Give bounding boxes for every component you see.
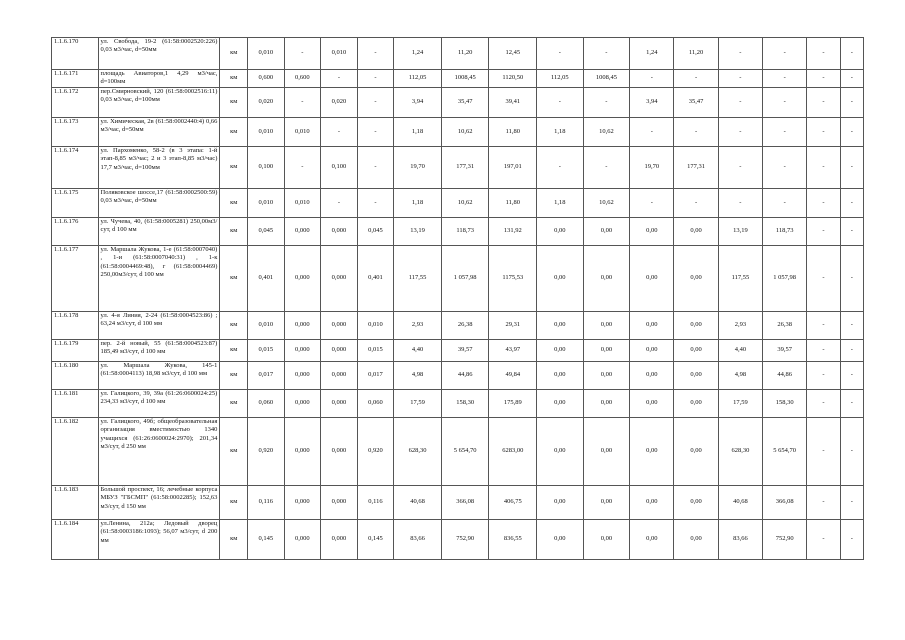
value-cell: -: [840, 390, 863, 418]
value-cell: 1 057,98: [763, 246, 807, 312]
value-cell: 1,18: [394, 189, 442, 218]
table-row: [52, 70, 864, 88]
row-unit-cell: км: [220, 390, 248, 418]
value-cell: 112,05: [537, 70, 584, 88]
value-cell: 158,30: [763, 390, 807, 418]
value-cell: 628,30: [718, 418, 762, 486]
value-cell: 0,920: [357, 418, 394, 486]
value-cell: 1 057,98: [441, 246, 489, 312]
value-cell: 0,100: [321, 147, 358, 189]
value-cell: 0,145: [357, 520, 394, 560]
value-cell: -: [718, 70, 762, 88]
value-cell: -: [357, 189, 394, 218]
value-cell: 39,57: [763, 340, 807, 362]
row-description-cell: ул. Маршала Жукова, 145-1 (61:58:0004113) 18,98 м3/сут, d 100 мм: [98, 362, 220, 390]
value-cell: -: [321, 118, 358, 147]
value-cell: 0,00: [630, 218, 674, 246]
value-cell: 10,62: [583, 189, 630, 218]
row-description-cell: ул. Галицкого, 49б; общеобразовательная организация вместимостью 1340 учащихся (61:26:0600024:2970); 201,34 м3/сут, d 250 мм: [98, 418, 220, 486]
value-cell: -: [763, 118, 807, 147]
value-cell: 0,920: [248, 418, 285, 486]
value-cell: -: [718, 189, 762, 218]
value-cell: 0,010: [284, 189, 321, 218]
value-cell: 0,000: [284, 418, 321, 486]
value-cell: 1,18: [537, 118, 584, 147]
value-cell: -: [674, 118, 718, 147]
row-description-cell: ул. 4-я Линия, 2-24 (61:58:0004523:86) ; 63,24 м3/сут, d 100 мм: [98, 312, 220, 340]
value-cell: 40,68: [718, 486, 762, 520]
value-cell: 0,000: [321, 362, 358, 390]
value-cell: 0,000: [321, 520, 358, 560]
value-cell: 0,00: [630, 362, 674, 390]
value-cell: 0,00: [674, 390, 718, 418]
value-cell: 0,00: [674, 218, 718, 246]
value-cell: 0,00: [630, 418, 674, 486]
row-code-cell: 1.1.6.176: [52, 218, 99, 246]
value-cell: 0,060: [357, 390, 394, 418]
value-cell: -: [630, 118, 674, 147]
value-cell: 158,30: [441, 390, 489, 418]
value-cell: -: [840, 38, 863, 70]
value-cell: 0,116: [248, 486, 285, 520]
value-cell: 175,89: [489, 390, 537, 418]
value-cell: 1175,53: [489, 246, 537, 312]
table-row: [52, 246, 864, 312]
row-unit-cell: км: [220, 362, 248, 390]
value-cell: 0,000: [321, 486, 358, 520]
row-code-cell: 1.1.6.180: [52, 362, 99, 390]
value-cell: -: [537, 38, 584, 70]
row-code-cell: 1.1.6.181: [52, 390, 99, 418]
row-code-cell: 1.1.6.175: [52, 189, 99, 218]
value-cell: 0,00: [537, 340, 584, 362]
row-code-cell: 1.1.6.170: [52, 38, 99, 70]
value-cell: 0,00: [583, 520, 630, 560]
value-cell: 26,38: [441, 312, 489, 340]
row-code-cell: 1.1.6.172: [52, 88, 99, 118]
value-cell: 3,94: [394, 88, 442, 118]
value-cell: 0,600: [248, 70, 285, 88]
value-cell: 4,40: [394, 340, 442, 362]
row-code-cell: 1.1.6.184: [52, 520, 99, 560]
value-cell: 0,000: [284, 486, 321, 520]
value-cell: 0,00: [630, 246, 674, 312]
value-cell: 0,00: [537, 520, 584, 560]
value-cell: 0,00: [537, 246, 584, 312]
value-cell: 0,00: [630, 520, 674, 560]
value-cell: 0,00: [583, 218, 630, 246]
table-row: [52, 486, 864, 520]
value-cell: -: [674, 189, 718, 218]
value-cell: 1,24: [394, 38, 442, 70]
row-code-cell: 1.1.6.183: [52, 486, 99, 520]
value-cell: 0,00: [630, 340, 674, 362]
value-cell: -: [807, 189, 840, 218]
value-cell: 628,30: [394, 418, 442, 486]
value-cell: 1,24: [630, 38, 674, 70]
row-unit-cell: км: [220, 418, 248, 486]
value-cell: 1008,45: [441, 70, 489, 88]
value-cell: -: [840, 147, 863, 189]
value-cell: 35,47: [674, 88, 718, 118]
row-code-cell: 1.1.6.177: [52, 246, 99, 312]
value-cell: 366,08: [441, 486, 489, 520]
table-row: [52, 189, 864, 218]
value-cell: 17,59: [394, 390, 442, 418]
value-cell: -: [284, 38, 321, 70]
value-cell: 118,73: [763, 218, 807, 246]
value-cell: 0,401: [357, 246, 394, 312]
value-cell: -: [284, 88, 321, 118]
row-unit-cell: км: [220, 486, 248, 520]
value-cell: -: [840, 218, 863, 246]
value-cell: 0,000: [284, 520, 321, 560]
value-cell: 406,75: [489, 486, 537, 520]
value-cell: -: [807, 38, 840, 70]
value-cell: -: [357, 118, 394, 147]
value-cell: 29,31: [489, 312, 537, 340]
value-cell: 5 654,70: [763, 418, 807, 486]
value-cell: 26,38: [763, 312, 807, 340]
row-unit-cell: км: [220, 88, 248, 118]
value-cell: 752,90: [441, 520, 489, 560]
value-cell: 0,010: [284, 118, 321, 147]
value-cell: 0,045: [357, 218, 394, 246]
value-cell: 117,55: [718, 246, 762, 312]
value-cell: 0,010: [248, 118, 285, 147]
value-cell: 118,73: [441, 218, 489, 246]
value-cell: 4,98: [394, 362, 442, 390]
value-cell: 3,94: [630, 88, 674, 118]
value-cell: 0,000: [284, 218, 321, 246]
value-cell: 366,08: [763, 486, 807, 520]
value-cell: 177,31: [441, 147, 489, 189]
value-cell: 6283,00: [489, 418, 537, 486]
value-cell: 131,92: [489, 218, 537, 246]
value-cell: 10,62: [441, 118, 489, 147]
value-cell: -: [630, 70, 674, 88]
table-row: [52, 340, 864, 362]
value-cell: 35,47: [441, 88, 489, 118]
value-cell: -: [583, 38, 630, 70]
value-cell: -: [357, 147, 394, 189]
value-cell: 13,19: [394, 218, 442, 246]
value-cell: 44,86: [441, 362, 489, 390]
value-cell: -: [630, 189, 674, 218]
value-cell: 83,66: [718, 520, 762, 560]
value-cell: 0,000: [284, 390, 321, 418]
value-cell: 0,017: [357, 362, 394, 390]
value-cell: -: [357, 70, 394, 88]
value-cell: 2,93: [718, 312, 762, 340]
value-cell: 1,18: [394, 118, 442, 147]
value-cell: 13,19: [718, 218, 762, 246]
value-cell: 0,000: [321, 390, 358, 418]
row-code-cell: 1.1.6.182: [52, 418, 99, 486]
row-code-cell: 1.1.6.171: [52, 70, 99, 88]
value-cell: 0,000: [321, 218, 358, 246]
value-cell: -: [840, 118, 863, 147]
row-description-cell: ул. Галицкого, 39, 39а (61:26:0600024:25) 234,33 м3/сут, d 100 мм: [98, 390, 220, 418]
value-cell: -: [807, 88, 840, 118]
value-cell: 11,20: [674, 38, 718, 70]
value-cell: 0,00: [674, 418, 718, 486]
row-unit-cell: км: [220, 189, 248, 218]
document-page: [51, 37, 864, 560]
value-cell: 19,70: [394, 147, 442, 189]
value-cell: 0,015: [248, 340, 285, 362]
value-cell: -: [718, 147, 762, 189]
value-cell: 0,600: [284, 70, 321, 88]
value-cell: 0,000: [284, 312, 321, 340]
value-cell: 2,93: [394, 312, 442, 340]
value-cell: 0,010: [248, 189, 285, 218]
value-cell: 1008,45: [583, 70, 630, 88]
value-cell: 1120,50: [489, 70, 537, 88]
row-description-cell: пер.Смирновский, 120 (61:58:0002516:11) 0,03 м3/час, d=100мм: [98, 88, 220, 118]
value-cell: 0,010: [248, 38, 285, 70]
value-cell: 0,000: [284, 340, 321, 362]
value-cell: 117,55: [394, 246, 442, 312]
value-cell: 0,00: [583, 390, 630, 418]
value-cell: 0,00: [537, 390, 584, 418]
value-cell: -: [718, 88, 762, 118]
value-cell: 0,00: [583, 246, 630, 312]
row-description-cell: ул. Пархоменко, 58-2 (в 3 этапа: 1-й этап-8,85 м3/час; 2 и 3 этап-8,85 м3/час) 17,7 м3/час, d=100мм: [98, 147, 220, 189]
table-row: [52, 362, 864, 390]
row-unit-cell: км: [220, 118, 248, 147]
value-cell: 43,97: [489, 340, 537, 362]
value-cell: 0,010: [357, 312, 394, 340]
row-description-cell: ул. Свобода, 19-2 (61:58:0002520:226) 0,03 м3/час, d=50мм: [98, 38, 220, 70]
value-cell: -: [840, 70, 863, 88]
value-cell: -: [537, 147, 584, 189]
value-cell: -: [840, 88, 863, 118]
value-cell: 44,86: [763, 362, 807, 390]
value-cell: 0,00: [537, 312, 584, 340]
value-cell: 0,000: [284, 362, 321, 390]
value-cell: 11,80: [489, 118, 537, 147]
row-code-cell: 1.1.6.173: [52, 118, 99, 147]
value-cell: -: [840, 189, 863, 218]
row-description-cell: ул. Химическая, 2в (61:58:0002440:4) 0,66 м3/час, d=50мм: [98, 118, 220, 147]
value-cell: -: [807, 340, 840, 362]
row-unit-cell: км: [220, 38, 248, 70]
table-row: [52, 147, 864, 189]
row-description-cell: Большой проспект, 16; лечебные корпуса МБУЗ "ГБСМП" (61:58:0002285); 152,63 м3/сут, d 150 мм: [98, 486, 220, 520]
value-cell: -: [807, 246, 840, 312]
value-cell: -: [840, 418, 863, 486]
value-cell: 0,000: [321, 418, 358, 486]
value-cell: 0,045: [248, 218, 285, 246]
value-cell: -: [807, 418, 840, 486]
value-cell: -: [807, 312, 840, 340]
value-cell: 19,70: [630, 147, 674, 189]
row-unit-cell: км: [220, 70, 248, 88]
value-cell: 0,010: [321, 38, 358, 70]
table-row: [52, 88, 864, 118]
value-cell: 0,00: [537, 486, 584, 520]
value-cell: -: [357, 88, 394, 118]
value-cell: 0,00: [583, 340, 630, 362]
value-cell: -: [537, 88, 584, 118]
value-cell: 12,45: [489, 38, 537, 70]
value-cell: -: [583, 147, 630, 189]
value-cell: 0,00: [630, 486, 674, 520]
value-cell: 5 654,70: [441, 418, 489, 486]
value-cell: 39,41: [489, 88, 537, 118]
row-description-cell: пер. 2-й новый, 55 (61:58:0004523:87) 185,49 м3/сут, d 100 мм: [98, 340, 220, 362]
value-cell: 0,000: [321, 312, 358, 340]
value-cell: 0,000: [321, 246, 358, 312]
row-description-cell: ул.Ленина, 212а; Ледовый дворец (61:58:0003186:1093); 56,07 м3/сут, d 200 мм: [98, 520, 220, 560]
value-cell: -: [583, 88, 630, 118]
value-cell: 0,00: [674, 312, 718, 340]
value-cell: 0,060: [248, 390, 285, 418]
value-cell: 4,98: [718, 362, 762, 390]
row-description-cell: ул. Маршала Жукова, 1-е (61:58:0007040) , 1-и (61:58:0007040:31) , 1-к (61:58:0004469:48), г (61:58:0004469) 250,00м3/сут, d 100 мм: [98, 246, 220, 312]
value-cell: 0,010: [248, 312, 285, 340]
table-row: [52, 218, 864, 246]
row-unit-cell: км: [220, 218, 248, 246]
row-unit-cell: км: [220, 340, 248, 362]
row-unit-cell: км: [220, 312, 248, 340]
value-cell: -: [807, 362, 840, 390]
value-cell: -: [718, 118, 762, 147]
value-cell: 0,00: [537, 362, 584, 390]
value-cell: -: [840, 340, 863, 362]
row-code-cell: 1.1.6.179: [52, 340, 99, 362]
value-cell: -: [284, 147, 321, 189]
value-cell: -: [321, 189, 358, 218]
value-cell: 0,00: [674, 520, 718, 560]
value-cell: 0,00: [537, 418, 584, 486]
value-cell: 0,020: [321, 88, 358, 118]
value-cell: 0,100: [248, 147, 285, 189]
table-row: [52, 418, 864, 486]
value-cell: 0,00: [630, 312, 674, 340]
value-cell: 836,55: [489, 520, 537, 560]
value-cell: 0,00: [583, 486, 630, 520]
value-cell: 0,00: [674, 340, 718, 362]
table-row: [52, 118, 864, 147]
value-cell: 0,017: [248, 362, 285, 390]
row-unit-cell: км: [220, 246, 248, 312]
value-cell: 10,62: [441, 189, 489, 218]
table-row: [52, 38, 864, 70]
value-cell: 0,00: [583, 418, 630, 486]
value-cell: 4,40: [718, 340, 762, 362]
value-cell: 112,05: [394, 70, 442, 88]
row-code-cell: 1.1.6.174: [52, 147, 99, 189]
value-cell: 177,31: [674, 147, 718, 189]
value-cell: -: [807, 70, 840, 88]
value-cell: -: [718, 38, 762, 70]
value-cell: -: [763, 88, 807, 118]
value-cell: 0,020: [248, 88, 285, 118]
value-cell: -: [763, 147, 807, 189]
value-cell: -: [807, 147, 840, 189]
value-cell: -: [674, 70, 718, 88]
value-cell: 0,00: [583, 312, 630, 340]
value-cell: 10,62: [583, 118, 630, 147]
value-cell: -: [840, 246, 863, 312]
table-row: [52, 390, 864, 418]
value-cell: 40,68: [394, 486, 442, 520]
value-cell: 0,00: [630, 390, 674, 418]
value-cell: 0,00: [583, 362, 630, 390]
value-cell: 1,18: [537, 189, 584, 218]
value-cell: 0,015: [357, 340, 394, 362]
value-cell: -: [840, 486, 863, 520]
row-unit-cell: км: [220, 520, 248, 560]
value-cell: 17,59: [718, 390, 762, 418]
value-cell: 0,145: [248, 520, 285, 560]
value-cell: 39,57: [441, 340, 489, 362]
row-description-cell: ул. Чучева, 40, (61:58:0005281) 250,00м3/сут, d 100 мм: [98, 218, 220, 246]
value-cell: -: [763, 38, 807, 70]
value-cell: 0,00: [537, 218, 584, 246]
value-cell: -: [807, 520, 840, 560]
table-row: [52, 312, 864, 340]
value-cell: 0,00: [674, 246, 718, 312]
value-cell: 49,84: [489, 362, 537, 390]
value-cell: -: [840, 362, 863, 390]
value-cell: -: [321, 70, 358, 88]
value-cell: 0,000: [284, 246, 321, 312]
value-cell: 197,01: [489, 147, 537, 189]
value-cell: -: [840, 520, 863, 560]
value-cell: 752,90: [763, 520, 807, 560]
value-cell: -: [807, 390, 840, 418]
pipeline-cost-table: [51, 37, 864, 560]
value-cell: 0,000: [321, 340, 358, 362]
value-cell: 0,401: [248, 246, 285, 312]
value-cell: -: [840, 312, 863, 340]
value-cell: -: [807, 218, 840, 246]
value-cell: -: [807, 118, 840, 147]
row-description-cell: Поляковское шоссе,17 (61:58:0002500:59) 0,03 м3/час, d=50мм: [98, 189, 220, 218]
value-cell: -: [807, 486, 840, 520]
value-cell: 83,66: [394, 520, 442, 560]
value-cell: 11,80: [489, 189, 537, 218]
value-cell: 11,20: [441, 38, 489, 70]
value-cell: -: [357, 38, 394, 70]
value-cell: -: [763, 70, 807, 88]
value-cell: -: [763, 189, 807, 218]
value-cell: 0,00: [674, 362, 718, 390]
row-unit-cell: км: [220, 147, 248, 189]
row-code-cell: 1.1.6.178: [52, 312, 99, 340]
table-row: [52, 520, 864, 560]
value-cell: 0,00: [674, 486, 718, 520]
row-description-cell: площадь Авиаторов,1 4,29 м3/час, d=100мм: [98, 70, 220, 88]
value-cell: 0,116: [357, 486, 394, 520]
